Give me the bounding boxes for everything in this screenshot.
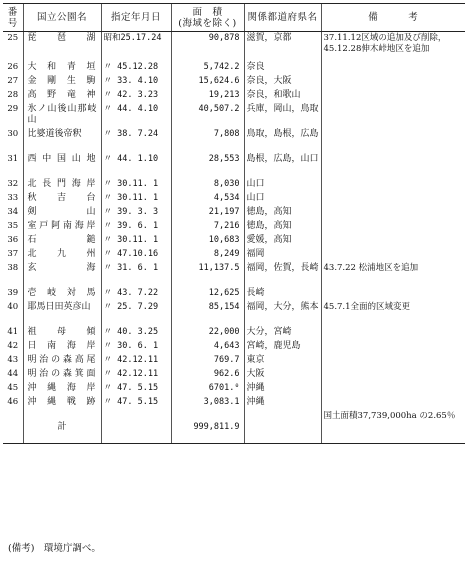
designation-date: 〃 43. 7.22	[101, 287, 171, 301]
table-row	[3, 396, 465, 410]
park-area: 28,553	[171, 153, 244, 178]
park-area: 8,249	[171, 248, 244, 262]
total-area: 999,811.9	[171, 410, 244, 444]
park-name: 玄海	[23, 262, 101, 287]
designation-date: 〃 42. 3.23	[101, 89, 171, 103]
prefectures: 徳島，高知	[244, 220, 321, 234]
prefectures: 鳥取，島根，広島	[244, 128, 321, 153]
prefectures: 福岡	[244, 248, 321, 262]
park-name: 大和青垣	[23, 61, 101, 75]
table-row	[3, 61, 465, 75]
prefectures: 大分，宮崎	[244, 326, 321, 340]
prefectures: 兵庫，岡山，鳥取	[244, 103, 321, 128]
designation-date: 〃 47.10.16	[101, 248, 171, 262]
park-number: 37	[7, 249, 19, 259]
park-number: 41	[7, 327, 19, 337]
table-row	[3, 75, 465, 89]
park-name: 祖母傾	[23, 326, 101, 340]
designation-date: 〃 44. 1.10	[101, 153, 171, 178]
designation-date: 〃 39. 3. 3	[101, 206, 171, 220]
remarks	[321, 354, 465, 368]
park-number: 39	[7, 288, 19, 298]
prefectures: 奈良，和歌山	[244, 89, 321, 103]
remarks	[321, 103, 465, 128]
header-date: 指定年月日	[101, 4, 171, 32]
remarks: 37.11.12区域の追加及び削除，45.12.28伸木峠地区を追加	[321, 32, 465, 62]
park-number: 36	[7, 235, 19, 245]
remarks	[321, 340, 465, 354]
park-area: 22,000	[171, 326, 244, 340]
designation-date: 〃 25. 7.29	[101, 301, 171, 326]
park-number: 27	[7, 76, 19, 86]
prefectures: 福岡，大分，熊本	[244, 301, 321, 326]
park-area: 90,878	[171, 32, 244, 62]
park-area: 4,534	[171, 192, 244, 206]
park-area: 6701.⁰	[171, 382, 244, 396]
park-name: 室戸阿南海岸	[23, 220, 101, 234]
park-name: 金剛生駒	[23, 75, 101, 89]
park-name: 北九州	[23, 248, 101, 262]
park-name: 北長門海岸	[23, 178, 101, 192]
table-row	[3, 103, 465, 128]
table-row	[3, 382, 465, 396]
table-row	[3, 178, 465, 192]
prefectures: 大阪	[244, 368, 321, 382]
park-area: 962.6	[171, 368, 244, 382]
table-row	[3, 89, 465, 103]
designation-date: 〃 30.11. 1	[101, 178, 171, 192]
remarks	[321, 128, 465, 153]
remarks	[321, 368, 465, 382]
remarks	[321, 61, 465, 75]
designation-date: 〃 30.11. 1	[101, 234, 171, 248]
prefectures: 山口	[244, 192, 321, 206]
park-area: 15,624.6	[171, 75, 244, 89]
total-date-blank	[101, 410, 171, 444]
remarks: 43.7.22 松浦地区を追加	[321, 262, 465, 287]
designation-date: 〃 31. 6. 1	[101, 262, 171, 287]
park-area: 85,154	[171, 301, 244, 326]
park-number: 35	[7, 221, 19, 231]
table-row	[3, 220, 465, 234]
park-number: 45	[7, 383, 19, 393]
remarks	[321, 248, 465, 262]
table-row	[3, 301, 465, 326]
park-name: 明治の森箕面	[23, 368, 101, 382]
designation-date: 〃 45.12.28	[101, 61, 171, 75]
designation-date: 〃 44. 4.10	[101, 103, 171, 128]
park-name: 沖縄戦跡	[23, 396, 101, 410]
header-no: 番号	[3, 4, 23, 32]
designation-date: 〃 33. 4.10	[101, 75, 171, 89]
park-name: 日南海岸	[23, 340, 101, 354]
total-note: 国土面積37,739,000ha の2.65％	[321, 410, 465, 444]
total-row	[3, 410, 465, 444]
prefectures: 愛媛，高知	[244, 234, 321, 248]
table-row	[3, 287, 465, 301]
park-name: 剣山	[23, 206, 101, 220]
table-row	[3, 354, 465, 368]
park-area: 40,507.2	[171, 103, 244, 128]
park-name: 明治の森高尾	[23, 354, 101, 368]
table-row	[3, 32, 465, 62]
prefectures: 滋賀，京都	[244, 32, 321, 62]
table-row	[3, 262, 465, 287]
table-row	[3, 206, 465, 220]
park-area: 5,742.2	[171, 61, 244, 75]
designation-date: 〃 39. 6. 1	[101, 220, 171, 234]
header-area: 面 積 (海域を除く)	[171, 4, 244, 32]
park-area: 3,083.1	[171, 396, 244, 410]
header-row	[3, 4, 465, 32]
park-number: 30	[7, 129, 19, 139]
designation-date: 〃 30.11. 1	[101, 192, 171, 206]
footnote: (備考) 環境庁調べ。	[8, 543, 101, 554]
prefectures: 徳島，高知	[244, 206, 321, 220]
prefectures: 山口	[244, 178, 321, 192]
table-row	[3, 248, 465, 262]
header-prefecture: 関係都道府県名	[244, 4, 321, 32]
remarks	[321, 382, 465, 396]
designation-date: 〃 30. 6. 1	[101, 340, 171, 354]
designation-date: 昭和25.17.24	[101, 32, 171, 62]
designation-date: 〃 47. 5.15	[101, 382, 171, 396]
designation-date: 〃 42.12.11	[101, 354, 171, 368]
prefectures: 福岡，佐賀，長崎	[244, 262, 321, 287]
remarks	[321, 89, 465, 103]
prefectures: 島根，広島，山口	[244, 153, 321, 178]
prefectures: 沖縄	[244, 382, 321, 396]
remarks	[321, 153, 465, 178]
designation-date: 〃 40. 3.25	[101, 326, 171, 340]
total-blank	[3, 410, 23, 444]
park-name: 沖縄海岸	[23, 382, 101, 396]
table-row	[3, 326, 465, 340]
remarks	[321, 206, 465, 220]
header-name: 国立公園名	[23, 4, 101, 32]
park-name: 比婆道後帝釈	[23, 128, 101, 153]
table-row	[3, 368, 465, 382]
table-row	[3, 192, 465, 206]
park-number: 33	[7, 193, 19, 203]
park-area: 8,030	[171, 178, 244, 192]
park-number: 40	[7, 302, 19, 312]
designation-date: 〃 47. 5.15	[101, 396, 171, 410]
remarks	[321, 287, 465, 301]
table-row	[3, 153, 465, 178]
park-name: 秋吉台	[23, 192, 101, 206]
park-number: 44	[7, 369, 19, 379]
prefectures: 東京	[244, 354, 321, 368]
park-name: 壱岐対馬	[23, 287, 101, 301]
park-area: 7,808	[171, 128, 244, 153]
park-number: 26	[7, 62, 19, 72]
park-name: 氷ノ山後山那岐山	[23, 103, 101, 128]
prefectures: 奈良，大阪	[244, 75, 321, 89]
park-number: 38	[7, 263, 19, 273]
remarks	[321, 192, 465, 206]
park-area: 19,213	[171, 89, 244, 103]
park-number: 43	[7, 355, 19, 365]
table-row	[3, 128, 465, 153]
remarks	[321, 396, 465, 410]
table-body	[3, 32, 465, 444]
park-name: 耶馬日田英彦山	[23, 301, 101, 326]
park-area: 7,216	[171, 220, 244, 234]
park-number: 42	[7, 341, 19, 351]
quasi-national-parks-table	[3, 3, 465, 444]
remarks	[321, 326, 465, 340]
park-name: 高野竜神	[23, 89, 101, 103]
remarks	[321, 178, 465, 192]
remarks: 45.7.1全面的区域変更	[321, 301, 465, 326]
park-number: 46	[7, 397, 19, 407]
park-name: 琵琶湖	[23, 32, 101, 62]
header-note: 備 考	[321, 4, 465, 32]
park-number: 28	[7, 90, 19, 100]
park-number: 32	[7, 179, 19, 189]
park-area: 21,197	[171, 206, 244, 220]
designation-date: 〃 42.12.11	[101, 368, 171, 382]
prefectures: 長崎	[244, 287, 321, 301]
table-row	[3, 340, 465, 354]
total-pref-blank	[244, 410, 321, 444]
remarks	[321, 234, 465, 248]
park-number: 25	[7, 33, 19, 43]
remarks	[321, 75, 465, 89]
park-area: 10,683	[171, 234, 244, 248]
park-name: 石鎚	[23, 234, 101, 248]
park-number: 29	[7, 104, 19, 114]
park-area: 769.7	[171, 354, 244, 368]
remarks	[321, 220, 465, 234]
park-area: 12,625	[171, 287, 244, 301]
prefectures: 宮崎，鹿児島	[244, 340, 321, 354]
prefectures: 奈良	[244, 61, 321, 75]
park-number: 31	[7, 154, 19, 164]
park-area: 11,137.5	[171, 262, 244, 287]
park-name: 西中国山地	[23, 153, 101, 178]
park-area: 4,643	[171, 340, 244, 354]
table-row	[3, 234, 465, 248]
park-number: 34	[7, 207, 19, 217]
designation-date: 〃 38. 7.24	[101, 128, 171, 153]
total-label: 計	[23, 410, 101, 444]
prefectures: 沖縄	[244, 396, 321, 410]
